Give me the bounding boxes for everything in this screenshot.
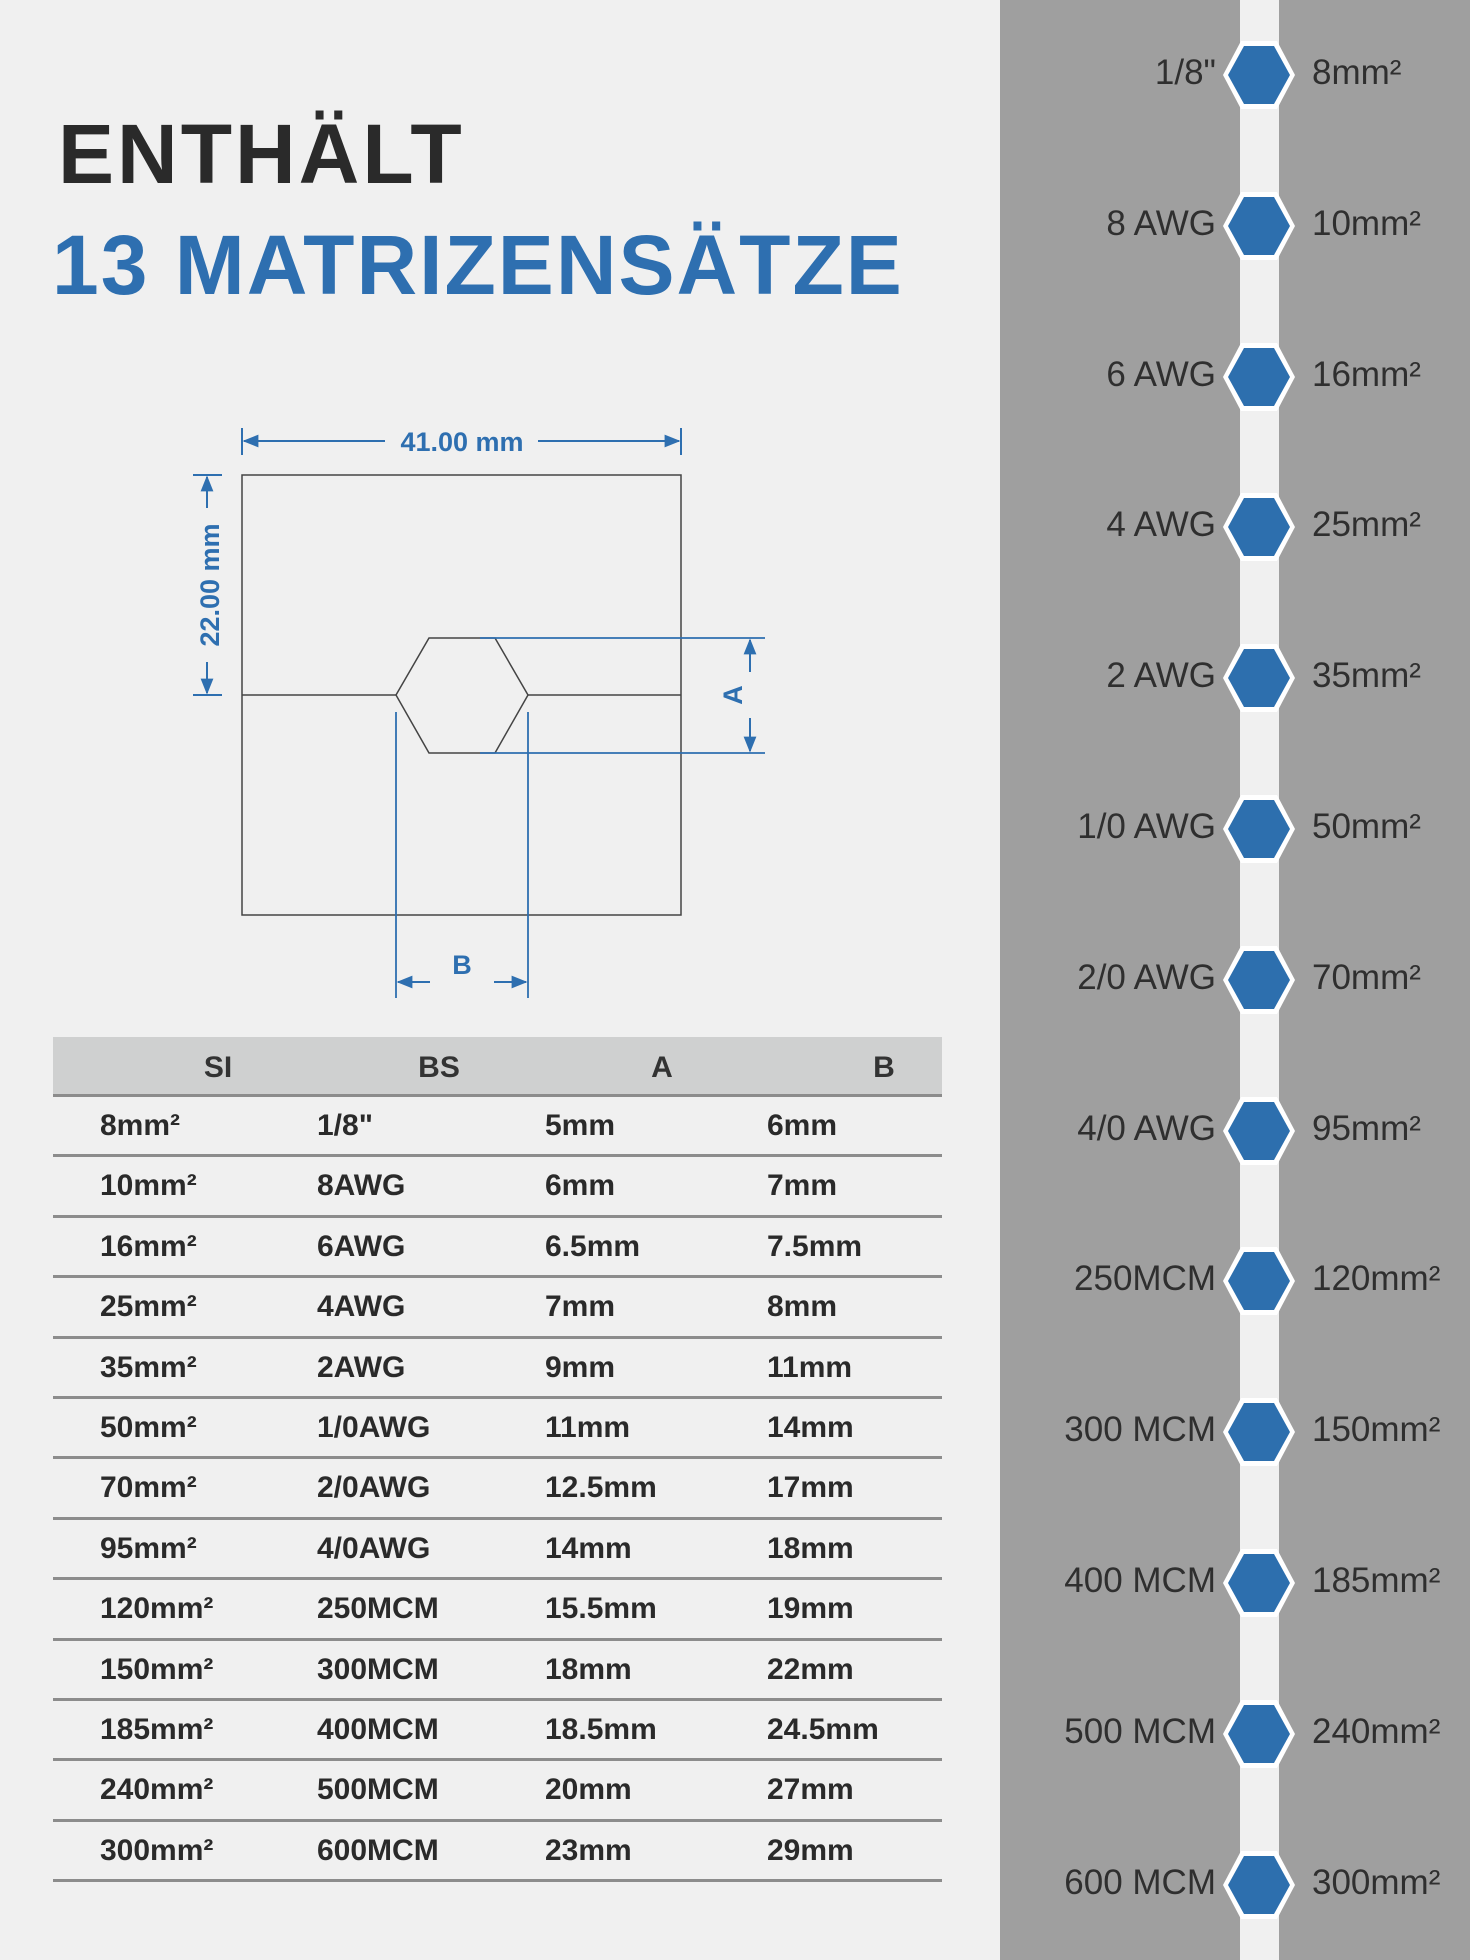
size-label-si: 8mm² bbox=[1312, 53, 1402, 92]
size-label-bs: 2 AWG bbox=[1106, 656, 1216, 696]
table-row bbox=[53, 1097, 942, 1157]
cell-a: 18mm bbox=[545, 1652, 632, 1686]
hexagon-die-icon bbox=[1221, 1392, 1297, 1472]
size-label-si: 95mm² bbox=[1312, 1108, 1421, 1148]
size-label-bs: 2/0 AWG bbox=[1077, 957, 1216, 997]
cell-b: 18mm bbox=[767, 1531, 854, 1565]
cell-b: 24.5mm bbox=[767, 1712, 879, 1746]
size-label-si: 120mm² bbox=[1312, 1259, 1441, 1299]
cell-bs: 250MCM bbox=[317, 1592, 439, 1626]
cell-bs: 4AWG bbox=[317, 1290, 406, 1324]
size-label-si: 240mm² bbox=[1312, 1711, 1441, 1751]
size-label-bs: 400 MCM bbox=[1064, 1561, 1216, 1600]
size-item bbox=[1000, 1845, 1470, 1925]
column-header-bs: BS bbox=[418, 1051, 460, 1084]
cell-si: 240mm² bbox=[100, 1773, 214, 1807]
table-row bbox=[53, 1822, 942, 1882]
hexagon-die-icon bbox=[1221, 940, 1297, 1020]
size-item bbox=[1000, 1543, 1470, 1623]
width-dimension-label: 41.00 mm bbox=[400, 427, 524, 457]
cell-bs: 400MCM bbox=[317, 1712, 439, 1746]
cell-a: 20mm bbox=[545, 1773, 632, 1807]
table-row bbox=[53, 1641, 942, 1701]
size-item bbox=[1000, 940, 1470, 1020]
cell-b: 6mm bbox=[767, 1109, 838, 1142]
size-label-si: 70mm² bbox=[1312, 957, 1421, 997]
b-dimension-label: B bbox=[452, 950, 472, 980]
size-item bbox=[1000, 1091, 1470, 1171]
hexagon-die-icon bbox=[1221, 638, 1297, 718]
hexagon-die-icon bbox=[1221, 1091, 1297, 1171]
size-label-si: 50mm² bbox=[1312, 807, 1421, 846]
hexagon-die-icon bbox=[1221, 35, 1297, 115]
hexagon-cavity bbox=[396, 638, 528, 753]
table-row bbox=[53, 1761, 942, 1821]
heading-line1: ENTHÄLT bbox=[58, 107, 465, 201]
cell-a: 11mm bbox=[545, 1410, 631, 1444]
cell-bs: 500MCM bbox=[317, 1773, 439, 1807]
table-header bbox=[53, 1037, 942, 1097]
size-item bbox=[1000, 1694, 1470, 1774]
die-size-table bbox=[53, 1037, 942, 1882]
cell-a: 7mm bbox=[545, 1290, 616, 1324]
size-label-si: 150mm² bbox=[1312, 1410, 1441, 1450]
size-label-bs: 300 MCM bbox=[1064, 1410, 1216, 1450]
size-label-si: 25mm² bbox=[1312, 505, 1421, 545]
cell-b: 8mm bbox=[767, 1290, 838, 1324]
cell-si: 25mm² bbox=[100, 1290, 197, 1324]
cell-a: 6mm bbox=[545, 1169, 616, 1203]
cell-a: 12.5mm bbox=[545, 1471, 657, 1505]
cell-b: 22mm bbox=[767, 1652, 854, 1686]
cell-bs: 2/0AWG bbox=[317, 1471, 431, 1505]
cell-a: 14mm bbox=[545, 1531, 632, 1565]
cell-si: 10mm² bbox=[100, 1169, 197, 1203]
hexagon-die-icon bbox=[1221, 487, 1297, 567]
cell-b: 7.5mm bbox=[767, 1229, 863, 1263]
cell-si: 120mm² bbox=[100, 1592, 214, 1626]
table-row bbox=[53, 1520, 942, 1580]
cell-si: 50mm² bbox=[100, 1410, 197, 1444]
table-row bbox=[53, 1339, 942, 1399]
table-body bbox=[53, 1097, 942, 1882]
size-label-bs: 500 MCM bbox=[1064, 1711, 1216, 1751]
table-row bbox=[53, 1278, 942, 1338]
table-row bbox=[53, 1157, 942, 1217]
size-label-bs: 4/0 AWG bbox=[1077, 1108, 1216, 1148]
cell-bs: 4/0AWG bbox=[317, 1531, 431, 1565]
cell-si: 35mm² bbox=[100, 1350, 197, 1384]
cell-bs: 600MCM bbox=[317, 1833, 439, 1867]
die-dimension-diagram bbox=[0, 400, 1000, 1020]
size-item bbox=[1000, 35, 1470, 115]
size-item bbox=[1000, 638, 1470, 718]
size-label-si: 300mm² bbox=[1312, 1862, 1441, 1902]
cell-bs: 1/0AWG bbox=[317, 1410, 431, 1444]
size-item bbox=[1000, 1241, 1470, 1321]
hexagon-die-icon bbox=[1221, 789, 1297, 869]
cell-si: 16mm² bbox=[100, 1229, 197, 1263]
cell-bs: 2AWG bbox=[317, 1350, 406, 1384]
table-row bbox=[53, 1459, 942, 1519]
height-dimension-label: 22.00 mm bbox=[195, 523, 225, 647]
table-row bbox=[53, 1218, 942, 1278]
cell-b: 17mm bbox=[767, 1471, 854, 1505]
hexagon-die-icon bbox=[1221, 1543, 1297, 1623]
cell-a: 5mm bbox=[545, 1109, 616, 1142]
cell-a: 15.5mm bbox=[545, 1592, 657, 1626]
cell-a: 18.5mm bbox=[545, 1712, 657, 1746]
cell-bs: 1/8" bbox=[317, 1109, 373, 1142]
hexagon-die-icon bbox=[1221, 186, 1297, 266]
cell-b: 27mm bbox=[767, 1773, 854, 1807]
size-label-bs: 250MCM bbox=[1074, 1259, 1216, 1299]
column-header-b: B bbox=[873, 1051, 895, 1084]
cell-bs: 6AWG bbox=[317, 1229, 406, 1263]
column-header-si: SI bbox=[203, 1051, 233, 1084]
cell-b: 29mm bbox=[767, 1833, 854, 1867]
cell-bs: 8AWG bbox=[317, 1169, 406, 1203]
size-item bbox=[1000, 789, 1470, 869]
cell-b: 19mm bbox=[767, 1592, 854, 1626]
cell-b: 11mm bbox=[767, 1350, 853, 1384]
cell-si: 95mm² bbox=[100, 1531, 197, 1565]
hexagon-die-icon bbox=[1221, 1845, 1297, 1925]
cell-si: 150mm² bbox=[100, 1652, 214, 1686]
size-label-bs: 600 MCM bbox=[1064, 1862, 1216, 1902]
size-item bbox=[1000, 186, 1470, 266]
a-dimension-label: A bbox=[718, 685, 748, 705]
size-item bbox=[1000, 487, 1470, 567]
heading-line2: 13 MATRIZENSÄTZE bbox=[52, 218, 904, 312]
cell-b: 14mm bbox=[767, 1410, 854, 1444]
hexagon-die-icon bbox=[1221, 1241, 1297, 1321]
cell-si: 185mm² bbox=[100, 1712, 214, 1746]
cell-si: 300mm² bbox=[100, 1833, 214, 1867]
cell-bs: 300MCM bbox=[317, 1652, 439, 1686]
size-label-si: 35mm² bbox=[1312, 656, 1421, 696]
hexagon-die-icon bbox=[1221, 1694, 1297, 1774]
size-label-si: 185mm² bbox=[1312, 1561, 1441, 1600]
size-item bbox=[1000, 1392, 1470, 1472]
cell-a: 9mm bbox=[545, 1350, 616, 1384]
cell-a: 6.5mm bbox=[545, 1229, 641, 1263]
size-label-si: 10mm² bbox=[1312, 203, 1421, 243]
hexagon-die-icon bbox=[1221, 337, 1297, 417]
size-label-bs: 4 AWG bbox=[1106, 505, 1216, 545]
cell-si: 70mm² bbox=[100, 1471, 197, 1505]
column-header-a: A bbox=[651, 1051, 673, 1084]
table-row bbox=[53, 1701, 942, 1761]
size-label-bs: 8 AWG bbox=[1106, 203, 1216, 243]
size-label-bs: 6 AWG bbox=[1106, 354, 1216, 394]
size-label-si: 16mm² bbox=[1312, 354, 1421, 394]
cell-a: 23mm bbox=[545, 1833, 632, 1867]
size-item bbox=[1000, 337, 1470, 417]
table-row bbox=[53, 1399, 942, 1459]
size-label-bs: 1/0 AWG bbox=[1077, 807, 1216, 846]
size-label-bs: 1/8" bbox=[1154, 53, 1216, 92]
cell-b: 7mm bbox=[767, 1169, 838, 1203]
cell-si: 8mm² bbox=[100, 1109, 181, 1142]
table-row bbox=[53, 1580, 942, 1640]
